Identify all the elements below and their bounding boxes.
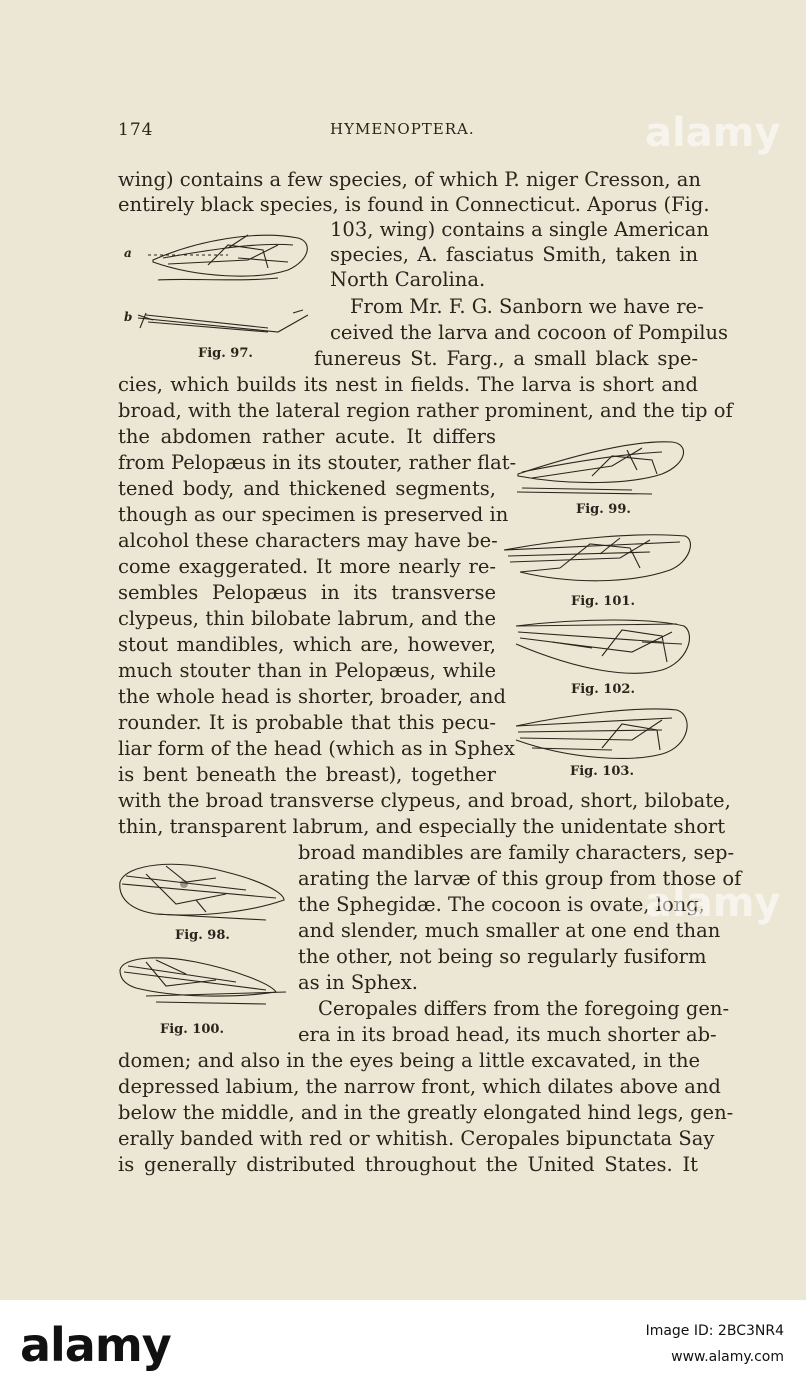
text-line: rounder. It is probable that this pecu- (118, 711, 496, 734)
text-line: From Mr. F. G. Sanborn we have re- (350, 295, 704, 318)
text-line: below the middle, and in the greatly elongated hind legs, gen- (118, 1101, 734, 1124)
text-line: come exaggerated. It more nearly re- (118, 555, 496, 578)
text-line: erally banded with red or whitish. Ceropales bipunctata Say (118, 1127, 715, 1150)
text-line: liar form of the head (which as in Sphex (118, 737, 515, 760)
running-title: HYMENOPTERA. (330, 120, 475, 138)
figure-caption-100: Fig. 100. (160, 1022, 224, 1037)
figure-caption-103: Fig. 103. (570, 764, 634, 779)
wing-figure-103 (512, 704, 692, 768)
text-line: sembles Pelopæus in its transverse (118, 581, 496, 604)
text-line: the Sphegidæ. The cocoon is ovate, long, (298, 893, 705, 916)
text-line: from Pelopæus in its stouter, rather flat- (118, 451, 517, 474)
wing-figure-100 (116, 952, 288, 1012)
text-line: the other, not being so regularly fusiform (298, 945, 707, 968)
figure-label-b: b (124, 310, 133, 324)
alamy-url: www.alamy.com (671, 1349, 784, 1365)
text-line: is bent beneath the breast), together (118, 763, 496, 786)
text-line: with the broad transverse clypeus, and broad, short, bilobate, (118, 789, 731, 812)
text-line: era in its broad head, its much shorter ab- (298, 1023, 717, 1046)
text-line: clypeus, thin bilobate labrum, and the (118, 607, 496, 630)
text-line: depressed labium, the narrow front, which dilates above and (118, 1075, 721, 1098)
text-line: alcohol these characters may have be- (118, 529, 498, 552)
text-line: broad, with the lateral region rather prominent, and the tip of (118, 399, 733, 422)
text-line: and slender, much smaller at one end than (298, 919, 721, 942)
text-line: broad mandibles are family characters, sep- (298, 841, 735, 864)
figure-label-a: a (124, 246, 132, 260)
text-line: as in Sphex. (298, 971, 418, 994)
figure-caption-99: Fig. 99. (576, 502, 631, 517)
text-line: much stouter than in Pelopæus, while (118, 659, 496, 682)
text-line: the abdomen rather acute. It differs (118, 425, 496, 448)
watermark-text: alamy (645, 880, 781, 926)
figure-caption-102: Fig. 102. (571, 682, 635, 697)
text-line: 103, wing) contains a single American (330, 218, 709, 241)
text-line: the whole head is shorter, broader, and (118, 685, 506, 708)
running-header (118, 120, 698, 144)
text-line: Ceropales differs from the foregoing gen- (318, 997, 730, 1020)
page-number: 174 (118, 120, 154, 140)
figure-caption-98: Fig. 98. (175, 928, 230, 943)
text-line: wing) contains a few species, of which P. niger Cresson, an (118, 168, 701, 191)
alamy-logo: alamy (20, 1318, 171, 1372)
wing-figure-97 (118, 220, 318, 350)
figure-caption-97: Fig. 97. (198, 346, 253, 361)
wing-figure-99 (512, 436, 692, 498)
text-line: ceived the larva and cocoon of Pompilus (330, 321, 729, 344)
text-line: species, A. fasciatus Smith, taken in (330, 243, 698, 266)
text-line: tened body, and thickened segments, (118, 477, 496, 500)
text-line: stout mandibles, which are, however, (118, 633, 496, 656)
text-line: funereus St. Farg., a small black spe- (314, 347, 698, 370)
text-line: though as our specimen is preserved in (118, 503, 509, 526)
text-line: is generally distributed throughout the United States. It (118, 1153, 698, 1176)
text-line: entirely black species, is found in Connecticut. Aporus (Fig. (118, 193, 710, 216)
text-line: domen; and also in the eyes being a little excavated, in the (118, 1049, 701, 1072)
figure-caption-101: Fig. 101. (571, 594, 635, 609)
text-line: North Carolina. (330, 268, 486, 291)
text-line: arating the larvæ of this group from those of (298, 867, 742, 890)
text-line: thin, transparent labrum, and especially the unidentate short (118, 815, 726, 838)
wing-figure-102 (512, 612, 696, 682)
text-line: cies, which builds its nest in fields. The larva is short and (118, 373, 698, 396)
watermark-text: alamy (645, 110, 781, 156)
wing-figure-101 (500, 526, 696, 590)
wing-figure-98 (116, 854, 286, 926)
image-id (646, 1318, 784, 1370)
image-id-text: Image ID: 2BC3NR4 (645, 1323, 784, 1339)
